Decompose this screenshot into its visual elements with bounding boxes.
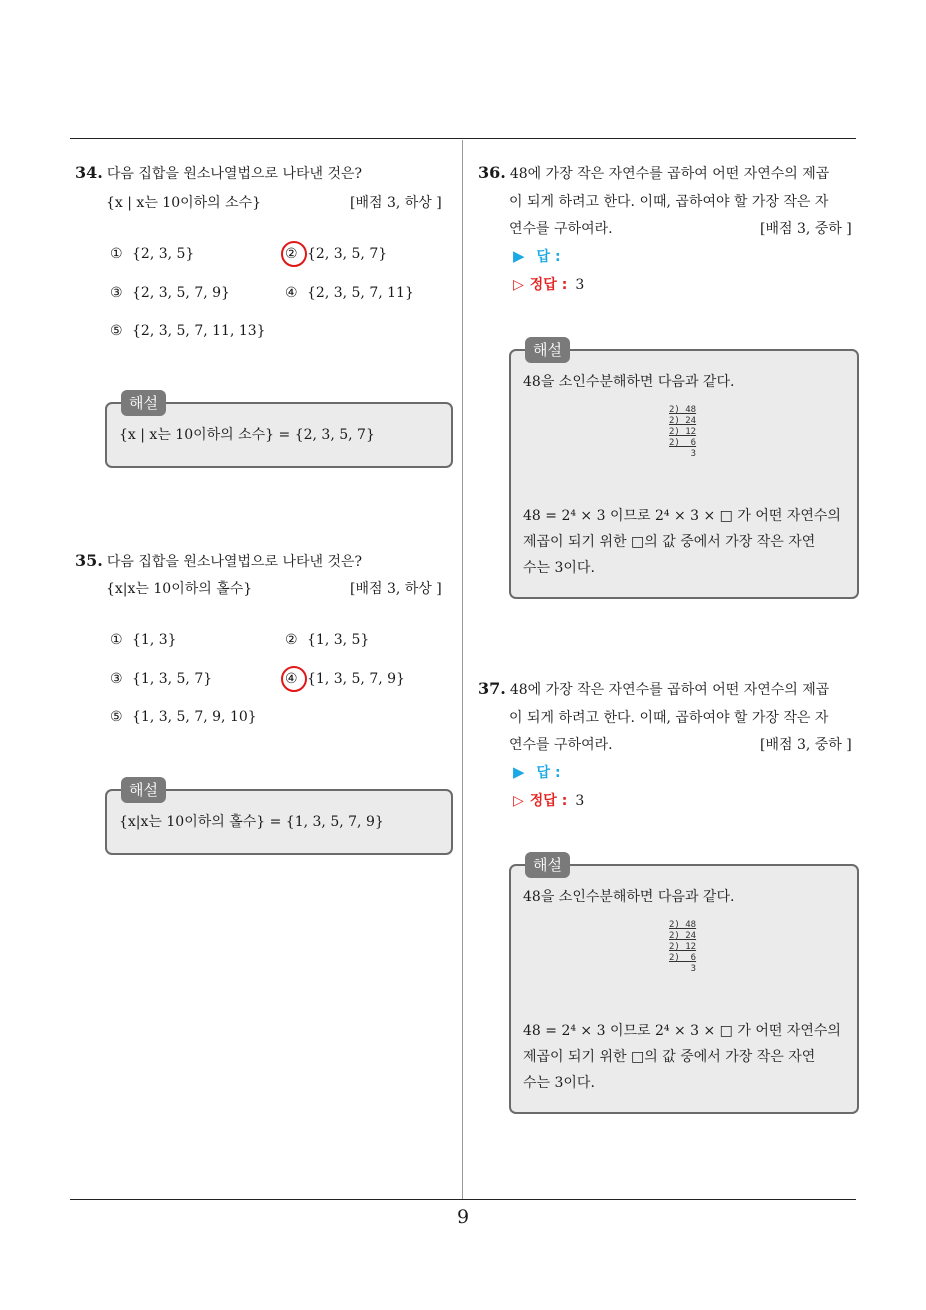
factor-row: 2) 24 — [669, 931, 697, 941]
choice-3[interactable] — [110, 285, 230, 301]
outline-triangle-icon: ▷ — [513, 277, 524, 293]
play-triangle-icon: ▶ — [513, 763, 525, 781]
question-set: {x | x는 10이하의 소수} — [106, 195, 262, 211]
prime-factorization-ladder — [669, 920, 696, 975]
choice-number: ② — [285, 632, 298, 648]
choice-value: {2, 3, 5, 7, 9} — [132, 285, 230, 301]
choice-5[interactable] — [110, 709, 257, 725]
question-meta: [배점 3, 중하 ] — [760, 221, 852, 237]
factor-row: 2) 12 — [669, 427, 697, 437]
explanation-text: {x | x는 10이하의 소수} = {2, 3, 5, 7} — [119, 427, 375, 443]
choice-value: {1, 3, 5} — [307, 632, 370, 648]
correct-answer-line — [513, 274, 584, 294]
header-rule — [70, 138, 856, 139]
correct-answer-value: 3 — [575, 793, 585, 809]
explanation-box — [509, 856, 859, 1114]
choice-value: {1, 3, 5, 7} — [132, 671, 213, 687]
explanation-line-2: 48 = 2⁴ × 3 이므로 2⁴ × 3 × □ 가 어떤 자연수의 — [523, 1023, 841, 1039]
choice-value: {2, 3, 5} — [132, 246, 195, 262]
choice-number: ⑤ — [110, 323, 123, 339]
factor-row: 2) 24 — [669, 416, 697, 426]
factor-row: 3 — [669, 449, 697, 459]
prime-factorization-ladder — [669, 405, 696, 460]
question-text: 다음 집합을 원소나열법으로 나타낸 것은? — [106, 166, 363, 182]
question-meta: [배점 3, 하상 ] — [350, 581, 442, 597]
choice-5[interactable] — [110, 323, 266, 339]
explanation-line-1: 48을 소인수분해하면 다음과 같다. — [523, 374, 735, 390]
explanation-line-2: 48 = 2⁴ × 3 이므로 2⁴ × 3 × □ 가 어떤 자연수의 — [523, 508, 841, 524]
choice-number: ④ — [285, 671, 298, 687]
explanation-tag: 해설 — [121, 390, 166, 416]
footer-rule — [70, 1199, 856, 1200]
choice-1[interactable] — [110, 246, 194, 262]
explanation-tag: 해설 — [525, 337, 570, 363]
factor-row: 2) 6 — [669, 953, 697, 963]
choice-value: {1, 3, 5, 7, 9} — [307, 671, 405, 687]
explanation-line-1: 48을 소인수분해하면 다음과 같다. — [523, 889, 735, 905]
choice-2[interactable] — [285, 246, 387, 262]
explanation-tag: 해설 — [525, 852, 570, 878]
correct-answer-label: 정답 : — [529, 277, 568, 293]
choice-number: ① — [110, 632, 123, 648]
explanation-box — [105, 781, 453, 855]
selected-circle-mark — [281, 666, 307, 692]
correct-answer-label: 정답 : — [529, 793, 568, 809]
explanation-line-3: 제곱이 되기 위한 □의 값 중에서 가장 작은 자연 — [523, 1049, 816, 1065]
question-text-line-3: 연수를 구하여라. — [509, 737, 613, 753]
question-number: 34. — [75, 163, 103, 182]
outline-triangle-icon: ▷ — [513, 793, 524, 809]
choice-value: {1, 3} — [132, 632, 177, 648]
choice-1[interactable] — [110, 632, 177, 648]
answer-label: 답 : — [536, 249, 561, 265]
explanation-line-3: 제곱이 되기 위한 □의 값 중에서 가장 작은 자연 — [523, 534, 816, 550]
correct-answer-line — [513, 790, 584, 810]
explanation-box — [105, 394, 453, 468]
choice-number: ③ — [110, 671, 123, 687]
factor-row: 2) 48 — [669, 405, 697, 415]
question-text-line-1: 48에 가장 작은 자연수를 곱하여 어떤 자연수의 제곱 — [509, 682, 830, 698]
answer-input-line[interactable] — [513, 762, 561, 782]
question-text-line-3: 연수를 구하여라. — [509, 221, 613, 237]
choice-number: ④ — [285, 285, 298, 301]
column-divider — [462, 140, 463, 1200]
explanation-line-4: 수는 3이다. — [523, 1075, 595, 1091]
question-text-line-1: 48에 가장 작은 자연수를 곱하여 어떤 자연수의 제곱 — [509, 166, 830, 182]
choice-number: ③ — [110, 285, 123, 301]
choice-value: {1, 3, 5, 7, 9, 10} — [132, 709, 257, 725]
choice-number: ⑤ — [110, 709, 123, 725]
selected-circle-mark — [281, 241, 307, 267]
explanation-box — [509, 341, 859, 599]
choice-4[interactable] — [285, 671, 405, 687]
question-meta: [배점 3, 중하 ] — [760, 737, 852, 753]
question-34 — [75, 160, 362, 187]
factor-row: 2) 12 — [669, 942, 697, 952]
play-triangle-icon: ▶ — [513, 247, 525, 265]
choice-2[interactable] — [285, 632, 369, 648]
choice-value: {2, 3, 5, 7, 11, 13} — [132, 323, 266, 339]
factor-row: 2) 48 — [669, 920, 697, 930]
answer-input-line[interactable] — [513, 246, 561, 266]
question-number: 36. — [478, 163, 506, 182]
choice-value: {2, 3, 5, 7} — [307, 246, 388, 262]
question-36 — [478, 160, 829, 187]
choice-3[interactable] — [110, 671, 212, 687]
question-set: {x|x는 10이하의 홀수} — [106, 581, 253, 597]
explanation-text: {x|x는 10이하의 홀수} = {1, 3, 5, 7, 9} — [119, 814, 384, 830]
question-number: 37. — [478, 679, 506, 698]
choice-number: ② — [285, 246, 298, 262]
question-35 — [75, 548, 362, 575]
question-number: 35. — [75, 551, 103, 570]
question-text: 다음 집합을 원소나열법으로 나타낸 것은? — [106, 554, 363, 570]
question-text-line-2: 이 되게 하려고 한다. 이때, 곱하여야 할 가장 작은 자 — [509, 194, 829, 210]
factor-row: 2) 6 — [669, 438, 697, 448]
choice-4[interactable] — [285, 285, 414, 301]
choice-number: ① — [110, 246, 123, 262]
factor-row: 3 — [669, 964, 697, 974]
explanation-tag: 해설 — [121, 777, 166, 803]
page-number: 9 — [456, 1206, 470, 1228]
question-meta: [배점 3, 하상 ] — [350, 195, 442, 211]
answer-label: 답 : — [536, 765, 561, 781]
choice-value: {2, 3, 5, 7, 11} — [307, 285, 414, 301]
correct-answer-value: 3 — [575, 277, 585, 293]
question-37 — [478, 676, 829, 703]
question-text-line-2: 이 되게 하려고 한다. 이때, 곱하여야 할 가장 작은 자 — [509, 710, 829, 726]
explanation-line-4: 수는 3이다. — [523, 560, 595, 576]
